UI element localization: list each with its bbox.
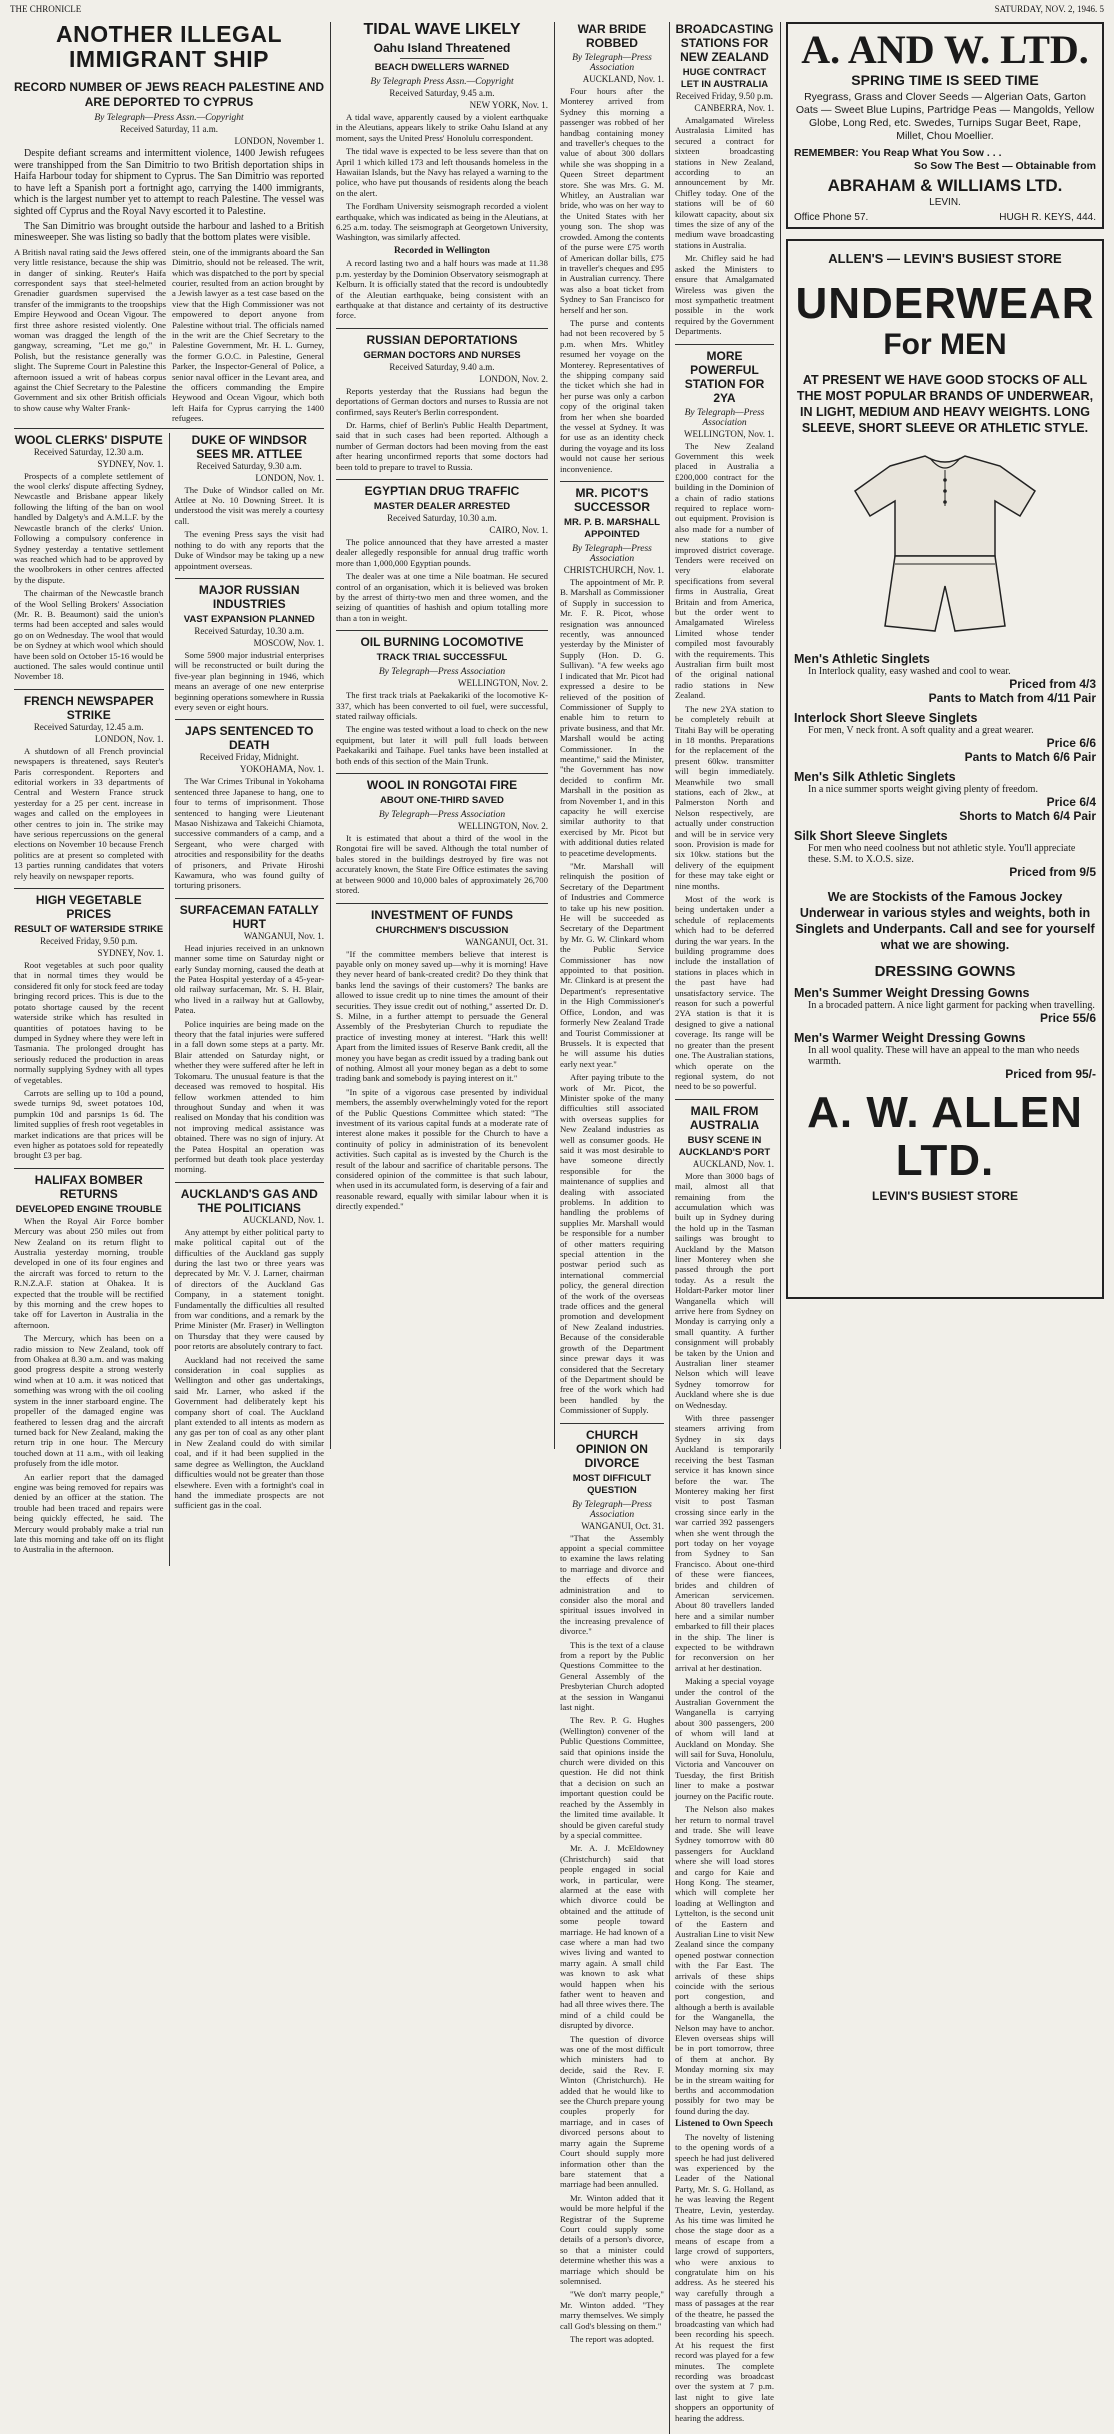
gown-title: Men's Summer Weight Dressing Gowns — [794, 986, 1030, 1000]
received-line: Received Friday, 9.50 p.m. — [675, 91, 774, 101]
article-body — [336, 833, 548, 895]
article-duke-of-windsor — [175, 433, 325, 579]
sub-columns — [560, 22, 774, 2434]
paragraph: The War Crimes Tribunal in Yokohama sentenced three Japanese to hang, one to four to terms of imprisonment. Those sentenced to hanging were Lieutenant Masao Nishizawa and Takeichi Chiamota, successive commanders of a camp, and a Sergeant, who were charged with atrocities and responsibility for the deaths of prisoners, and Private Hiroshi Kawamura, who was found guilty of torturing prisoners. — [174, 776, 324, 891]
received-line: Received Saturday, 9.45 a.m. — [389, 88, 495, 98]
paragraph: Any attempt by either political party to make political capital out of the difficulties of the Auckland gas supply during the last two or three years was deprecated by Mr. V. J. Larner, chairman of directors of the Auckland Gas Company, in a statement tonight. Fundamentally the difficulties all resulted from war conditions, and a remark by the Prime Minister (Mr. Fraser) in Wellington on Thursday that they were caused by poor retorts are absolutely contrary to fact. — [174, 1226, 324, 1352]
dateline: LONDON, Nov. 1. — [94, 733, 164, 744]
dateline: AUCKLAND, Nov. 1. — [242, 1214, 324, 1225]
headline: CHURCH OPINION ON DIVORCE — [575, 1427, 648, 1470]
dateline: AUCKLAND, Nov. 1. — [582, 74, 664, 84]
article-wool-fire — [336, 778, 548, 903]
ad-item — [794, 770, 1096, 823]
paragraph: The novelty of listening to the opening words of a speech he had just delivered was experienced by the Leader of the National Party, Mr. S. G. Holland, as he was leaving the Regent Theatre, Levin, yesterday. As his time was limited he chose the stage door as a means of escape from a large crowd of supporters, who were anxious to congratulate him on his address. As he steered his way carefully through a mass of passages at the rear of the theatre, he passed the broadcasting van which had been recording his speech. At his request the first record was played for a few minutes. The complete recording was broadcast over the system at 7 p.m. last night to give late shoppers an opportunity of hearing the address. — [674, 2131, 774, 2423]
paragraph: The Duke of Windsor called on Mr. Attlee at No. 10 Downing Street. It is understood the visit was merely a courtesy call. — [174, 484, 324, 526]
article-body — [560, 1533, 664, 2345]
paragraph: An earlier report that the damaged engine was being removed for repairs was denied by an officer at the station. The trouble had been traced and repairs were being quickly effected, he said. The Mercury would probably make a trial run late this morning and take off on its flight to Australia in the afternoon. — [14, 1471, 164, 1555]
headline: DUKE OF WINDSOR SEES MR. ATTLEE — [191, 432, 307, 461]
dateline: WANGANUI, Nov. 1. — [243, 930, 324, 941]
received-line: Received Saturday, 12.30 a.m. — [33, 446, 144, 457]
headline: HALIFAX BOMBER RETURNS — [34, 1172, 143, 1201]
article-body — [336, 537, 548, 623]
byline: By Telegraph—Press Association — [572, 544, 652, 565]
article-russian-deportations — [336, 333, 548, 480]
paragraph: Root vegetables at such poor quality that in normal times they would be considered fit only for stock feed are today bringing record prices. This is due to the potato shortage caused by the recent waterside strike which has resulted in quantities of potatoes having to be dumped in Sydney where they were left in Tasmania. The prolonged drought has seriously reduced the production in areas normally supplying Sydney with all types of vegetables. — [14, 960, 164, 1085]
article-immigrant-ship — [14, 22, 324, 429]
item-title: Interlock Short Sleeve Singlets — [794, 711, 978, 725]
ad-item — [794, 829, 1096, 879]
ad-manager: HUGH R. KEYS, 444. — [999, 212, 1096, 223]
left-column — [14, 22, 324, 1566]
dateline: NEW YORK, Nov. 1. — [469, 100, 548, 110]
paragraph: Mr. Winton added that it would be more helpful if the Registrar of the Supreme Court could supply some details of a person's divorce, so that a minister could determine whether this was a marriage which should be solemnised. — [560, 2192, 664, 2286]
dateline: WELLINGTON, Nov. 2. — [458, 678, 548, 689]
article-japs-sentenced — [175, 724, 325, 898]
article-auckland-gas — [175, 1187, 325, 1518]
headline: MAIL FROM AUSTRALIA — [689, 1103, 760, 1132]
paragraph: The evening Press says the visit had nothing to do with any reports that the Duke of Windsor may be taking up a new appointment overseas. — [174, 529, 324, 571]
sub-column-a — [14, 433, 164, 1566]
ad-item — [794, 652, 1096, 705]
dateline: YOKOHAMA, Nov. 1. — [239, 764, 324, 775]
article-body — [14, 471, 164, 682]
article-halifax-bomber — [14, 1173, 164, 1562]
paragraph: "That the Assembly appoint a special committee to examine the laws relating to marriage and divorce and the effects of their administration and to consider also the moral and spiritual issues involved in the increasing prevalence of divorce." — [560, 1532, 664, 1637]
item-price-match: Shorts to Match 6/4 Pair — [959, 809, 1096, 823]
ad-firm-name: ABRAHAM & WILLIAMS LTD. — [827, 176, 1063, 195]
subheadline: RECORD NUMBER OF JEWS REACH PALESTINE AND ARE DEPORTED TO CYPRUS — [14, 80, 324, 109]
item-price: Price 6/6 — [1046, 736, 1096, 750]
article-body — [675, 441, 774, 1092]
article-body — [175, 485, 325, 571]
article-body — [14, 746, 164, 881]
paragraph: "We don't marry people," Mr. Winton added. "They marry themselves. We simply call God's blessing on them." — [560, 2289, 664, 2331]
article-body — [175, 1227, 325, 1511]
subheadline: ABOUT ONE-THIRD SAVED — [380, 795, 504, 807]
article-church-divorce — [560, 1428, 664, 2352]
ad-title: A. AND W. LTD. — [801, 27, 1089, 72]
ad-sow-line: So Sow The Best — Obtainable from — [913, 160, 1096, 172]
headline: HIGH VEGETABLE PRICES — [35, 893, 142, 922]
subheadline: MOST DIFFICULT QUESTION — [572, 1472, 652, 1496]
ad-jockey-text: We are Stockists of the Famous Jockey Underwear in various styles and weights, both in Singlets and Underpants. Call and see for yourself what we are showing. — [795, 890, 1095, 952]
byline: By Telegraph—Press Association — [572, 53, 652, 73]
masthead — [10, 4, 1104, 18]
headline: WOOL CLERKS' DISPUTE — [14, 432, 163, 447]
received-line: Received Saturday, 11 a.m. — [119, 124, 219, 134]
paragraph: The appointment of Mr. P. B. Marshall as Commissioner of Supply in succession to Mr. F. R. Picot, whose resignation was announced recently, was announced yesterday by the Minister of Supply (Hon. D. G. Sullivan). "A few weeks ago I indicated that Mr. Picot had expressed a desire to be relieved of the position of Commissioner of Supply to enable him to return to private business, and that Mr. Marshall would be acting Commissioner. In the meantime," said the Minister, "the Government has now decided to confirm Mr. Marshall in the position as from November 1, and in this capacity he will exercise similar authority to that exercised by Mr. Picot but with additional duties related to peacetime developments. — [560, 577, 664, 858]
article-war-bride — [560, 22, 664, 482]
column-rule — [554, 22, 555, 1449]
sub-columns — [14, 433, 324, 1566]
article-picot-successor — [560, 486, 664, 1424]
article-body — [336, 386, 548, 472]
item-description: In Interlock quality, easy washed and cool to wear. — [808, 666, 1011, 677]
item-description: For men who need coolness but not athletic style. You'll appreciate these. S.M. to X.O.S. size. — [808, 843, 1076, 865]
paragraph: The New Zealand Government this week placed in Australia a £200,000 contract for the building in the Dominion of a chain of radio stations required to replace worn-out equipment. Provision is also made for a number of new stations to give improved district coverage. Tenders were received on very elaborate specifications from several firms in Australia, Great Britain and from America, but the order went to Amalgamated Wireless Limited whose tender compiled most favourably with the requirements. This Australian firm built most of the original national radio stations in New Zealand. — [674, 440, 774, 701]
two-column-body — [14, 247, 324, 424]
article-broadcasting — [675, 22, 774, 345]
byline: By Telegraph—Press Association — [572, 1499, 652, 1520]
headline: WOOL IN RONGOTAI FIRE — [366, 778, 518, 793]
item-title: Men's Silk Athletic Singlets — [794, 770, 956, 784]
paragraph: stein, one of the immigrants aboard the San Dimitrio, should not be released. The writ, which was dispatched to the port by special courier, resulted from an action brought by a Jewish lawyer as a test case based on the view that the High Commissioner was not empowered to deport anyone from Palestine without trial. The officials named in the writ are the Chief Secretary to the Palestine Government, Mr. H. L. Gurney, the former G.O.C. in Palestine, General Parker, the Inspector-General of Police, a senior naval officer in the Levant area, and the officers commanding the Empire Heywood and Ocean Vigour, which both left Haifa for Cyprus carrying the 1400 refugees. — [172, 246, 324, 424]
gown-price: Price 55/6 — [1039, 1011, 1096, 1025]
headline: INVESTMENT OF FUNDS — [370, 907, 513, 922]
paragraph: Mr. Chifley said he had asked the Ministers to ensure that Amalgamated Wireless was given the most sympathetic treatment possible in the work required by the Government Departments. — [674, 253, 774, 337]
paragraph: Most of the work is being undertaken under a schedule of replacements which had to be deferred during the war years. In the building programme does include the installation of stations in places which in the past have had unsatisfactory service. The reason for such a powerful 2YA station is that it is designed to give a national coverage. Its range will be no greater than the present one. The Australian stations, which operate on the regional system, do not need to be so powerful. — [674, 894, 774, 1092]
dateline: SYDNEY, Nov. 1. — [97, 458, 164, 469]
byline: By Telegraph Press Assn.—Copyright — [370, 77, 514, 87]
ad-for-men: For MEN — [883, 328, 1007, 361]
paragraph: The Mercury, which has been on a radio mission to New Zealand, took off from Ohakea at 8.30 a.m. and was making good progress despite a strong westerly wind when at 10 a.m. it was noticed that something was wrong with the oil cooling system in the inner starboard engine. The propeller of the damaged engine was feathered to lessen drag and the aircraft turned back for New Zealand, making the return trip in one hour. The Mercury touched down at 11 a.m., with oil leaking profusely from the idle motor. — [14, 1333, 164, 1469]
article-body — [14, 1216, 164, 1555]
gown-title: Men's Warmer Weight Dressing Gowns — [794, 1031, 1026, 1045]
ad-gown-item — [794, 986, 1096, 1025]
dateline: SYDNEY, Nov. 1. — [97, 948, 164, 959]
sub-column-a — [560, 22, 664, 2434]
paragraph: Amalgamated Wireless Australasia Limited has secured a contract for sixteen broadcasting stations in New Zealand, according to an announcement by Mr. Chifley today. One of the stations will be of 60 kilowatt capacity, about six times the size of any of the medium wave broadcasting stations in Australia. — [674, 115, 774, 250]
byline: By Telegraph—Press Assn.—Copyright — [94, 113, 244, 123]
article-egyptian-drug — [336, 484, 548, 631]
article-mail-australia — [675, 1104, 774, 2430]
paragraph: Four hours after the Monterey arrived from Sydney this morning a passenger was robbed of her handbag containing money and traveller's cheques to the value of about 300 dollars while she was shopping in a Queen Street department store. She was Mrs. G. M. Whitley, an Australian war bride, who was on her way to the United States with her young son. The shop was crowded. Among the contents of the purse were £75 worth of American dollar bills, £75 in traveller's cheques and £95 in Australian currency. There was also a boat ticket from Sydney to San Francisco for herself and her son. — [560, 86, 664, 315]
headline: BROADCASTING STATIONS FOR NEW ZEALAND — [675, 22, 774, 64]
paragraph: Mr. A. J. McEldowney (Christchurch) said that people engaged in social work, in particular, were alarmed at the ease with which divorce could be obtained and the attitude of some people toward marriage. He had known of a case where a man had two wives living and wanted to marry again. A small child was known to ask what would happen when his father went to heaven and had all three wives there. The mind of a child could be disrupted by divorce. — [560, 1843, 664, 2031]
paragraph: The police announced that they have arrested a master dealer allegedly responsible for annual drug traffic worth more than 1,000,000 Egyptian pounds. — [336, 536, 548, 568]
subheadline: GERMAN DOCTORS AND NURSES — [363, 349, 521, 361]
paragraph: Carrots are selling up to 10d a pound, swede turnips 9d, sweet potatoes 10d, pumpkin 10d and parsnips 1s 6d. The limited supplies of fresh root vegetables in market indications are that prices will be even higher as potatoes sold for repeatedly brought £3 per bag. — [14, 1087, 164, 1161]
received-line: Received Saturday, 10.30 a.m. — [194, 625, 305, 636]
headline: ANOTHER ILLEGAL IMMIGRANT SHIP — [56, 22, 282, 72]
section-subhead: Recorded in Wellington — [394, 245, 490, 256]
item-title: Men's Athletic Singlets — [794, 652, 930, 666]
paragraph: Making a special voyage under the control of the Australian Government the Wanganella is carrying about 300 passengers, 200 of whom will land at Auckland on Monday. She will sail for Suva, Honolulu, Victoria and Vancouver on Tuesday, the first British liner to make a postwar journey on the Pacific route. — [674, 1676, 774, 1801]
article-russian-industries — [175, 583, 325, 720]
headline: MR. PICOT'S SUCCESSOR — [573, 486, 650, 515]
article-french-strike — [14, 694, 164, 889]
item-price-match: Pants to Match 6/6 Pair — [964, 750, 1096, 764]
paragraph: The Rev. P. G. Hughes (Wellington) convener of the Public Questions Committee, said that opinions inside the church were divided on this question. He did not think that a decision on such an important question could be reached by the Assembly in the limited time available. It should be given careful study by a special committee. — [560, 1715, 664, 1840]
article-wool-clerks — [14, 433, 164, 690]
paragraph: It is estimated that about a third of the wool in the Rongotai fire will be saved. Although the total number of bales stored in the buildings destroyed by fire was not accurately known, the State Fire Office estimates the saving at between 9000 and 10,000 bales of approximately 26,700 stored. — [336, 833, 548, 896]
paragraph: After paying tribute to the work of Mr. Picot, the Minister spoke of the many difficulties still associated with overseas supplies for New Zealand industries as well as consumer goods. He said it was most desirable to have someone directly responsible for the maintenance of supplies and dealing with associated problems. In addition to handling the problems of supplies Mr. Marshall would be responsible for a number of other matters requiring special attention in the postwar period such as international commercial policy, the general direction of the work of the overseas trade offices and the general promotion and development of New Zealand industries. Because of the considerable growth of the Department since prewar days it was considered that the Secretary of the Department should be free of the work which had been handled by the Commissioner of Supply. — [560, 1072, 664, 1416]
received-line: Received Saturday, 12.45 a.m. — [33, 721, 144, 732]
headline: FRENCH NEWSPAPER STRIKE — [23, 693, 154, 722]
item-price: Priced from 9/5 — [1009, 865, 1096, 879]
subheadline: TRACK TRIAL SUCCESSFUL — [376, 652, 508, 664]
underwear-illustration — [830, 446, 1060, 646]
headline: SURFACEMAN FATALLY HURT — [179, 902, 319, 931]
paragraph: "If the committee members believe that interest is payable only on money saved up—why it is morning! Have they never heard of bank-created credit? Do they think that banks lend the savings of their customers? The banks are allowed to issue credit up to nine times the amount of their securities. They issue credit out of nothing," asserted Dr. D. S. Milne, in a further attempt to persuade the General Assembly of the Presbyterian Church to repudiate the practice of investing money at interest. "Hark this well! Apart from the limited issues of Reserve Bank credit, all the money you have began as credit issued by a trading bank out of nothing. Almost all your money began as a debt to some trading bank and somebody is paying interest on it." — [336, 948, 548, 1084]
paragraph: The tidal wave is expected to be less severe than that on April 1 which killed 173 and left thousands homeless in the Hawaiian Islands, but the Navy has relayed a warning to the police, who have put thousands of residents along the beach on the alert. — [336, 146, 548, 198]
paragraph: The Nelson also makes her return to normal travel and trade. She will leave Sydney tomorrow with 80 passengers for Auckland where she will load stores and cargo for Kaie and Hong Kong. The steamer, which will complete her loading at Wellington and Lyttelton, is the second unit of the Eastern and Australian Line to visit New Zealand since the company opened postwar connection with the Far East. The arrivals of these ships coincide with the serious port congestion, and although a berth is available for the Wanganella, the Nelson may have to anchor. Eleven overseas ships will be in port tomorrow, three of them at anchor. By Monday morning six may be in the stream waiting for berths and accommodation possibly for two may be found during the day. — [674, 1804, 774, 2116]
article-surfaceman — [175, 903, 325, 1183]
paragraph: A British naval rating said the Jews offered very little resistance, because the ship was in danger of sinking. Reuter's Haifa correspondent says that steel-helmeted Grenadier guardsmen supervised the transfer of the immigrants to the troopships Empire Heywood and Ocean Vigour. The first three ashore resisted violently. One woman was dragged the length of the gangway, screaming, "Let me go," in Polish, but the resistance generally was slight. The Supreme Court in Palestine this afternoon issued a writ of habeas corpus against the Chief Secretary to the Palestine Government and six other British officials to show cause why Walter Frank- — [14, 246, 166, 413]
subheadline: BUSY SCENE IN AUCKLAND'S PORT — [678, 1134, 771, 1158]
dateline: CHRISTCHURCH, Nov. 1. — [563, 565, 664, 576]
paragraph: The Fordham University seismograph recorded a violent earthquake, which was indicated as being in the Aleutians, at 6.25 a.m. today. The seismograph at Georgetown University, Washington, was similarly affected. — [336, 201, 548, 243]
paragraph: The dealer was at one time a Nile boatman. He secured control of an organisation, which it is believed was broken by the arrest of thirty-two men and three women, and the seizing of quantities of hashish and opium totalling more than a ton in weight. — [336, 571, 548, 623]
ad-product-list — [794, 652, 1096, 879]
article-body — [675, 115, 774, 337]
column-rule — [780, 22, 781, 1449]
dateline: WANGANUI, Oct. 31. — [465, 936, 548, 947]
dateline: CAIRO, Nov. 1. — [489, 524, 548, 535]
subheadline: BEACH DWELLERS WARNED — [374, 62, 510, 73]
article-2ya-station — [675, 349, 774, 1100]
paragraph: Some 5900 major industrial enterprises will be reconstructed or built during the five-year plan beginning in 1946, which means an average of one new enterprise beginning operations somewhere in Russia every seven or eight hours. — [174, 649, 324, 712]
dateline: WANGANUI, Oct. 31. — [581, 1520, 664, 1531]
paragraph: With three passenger steamers arriving from Sydney in six days Auckland is temporarily receiving the best Tasman service it has known since before the war. The Monterey making her first visit to post Tasman crossing since early in the war carried 392 passengers when she went through the port today on her voyage from Sydney to San Francisco. About one-third of these were fiancees, brides and children of American servicemen. About 80 travellers landed here and a similar number embarked to fill their places in the ship. The liner is expected to be withdrawn for reconversion on her arrival at her destination. — [674, 1413, 774, 1673]
article-body — [560, 86, 664, 474]
paragraph: "Mr. Marshall will relinquish the position of Secretary of the Department of Industries and Commerce to take up his new position. He will be succeeded as Secretary of the Department by Mr. G. W. Clinkard whom the Public Service Commissioner has now appointed to that position. Mr. Clinkard is at present the Department's representative in the High Commissioner's Office, London, and was formerly New Zealand Trade and Tourist Commissioner at Brussels. It is expected that he will assume his duties early next year." — [560, 861, 664, 1069]
headline: MORE POWERFUL STATION FOR 2YA — [684, 348, 765, 405]
headline: OIL BURNING LOCOMOTIVE — [360, 635, 524, 650]
item-price: Price 6/4 — [1046, 795, 1096, 809]
ad-product-list: Ryegrass, Grass and Clover Seeds — Algerian Oats, Garton Oats — Sweet Blue Lupins, Partridge Peas — Mangolds, Yellow Globe, Long Red, etc. Swedes, Turnips Sugar Beet, Rape, Millet, Chou Moellier. — [795, 91, 1095, 142]
column-three — [560, 22, 774, 2434]
received-line: Received Saturday, 9.30 a.m. — [196, 460, 302, 471]
ad-store-header: ALLEN'S — LEVIN'S BUSIEST STORE — [828, 251, 1062, 266]
ad-gown-item — [794, 1031, 1096, 1081]
ad-gowns-header: DRESSING GOWNS — [874, 963, 1016, 980]
paragraph: Auckland had not received the same consideration in coal supplies as Wellington and other gas undertakings, said Mr. Larner, who asked if the Government had deliberately kept his company short of coal. The Auckland plant extended to all intents as modern as any gas per ton of coal as any other plant in New Zealand could do with similar coal, and if it had been supplied in the same degree as Wellington, the Auckland difficulties would not be greater than those elsewhere. Even with a fortnight's coal in hand the immediate prospects are not sufficient gas in the coal. — [174, 1354, 324, 1511]
paragraph: The engine was tested without a load to check on the new equipment, but later it will pull full loads between Paekakariki and Taihape. Fuel tanks have been installed at both ends of this section of the Main Trunk. — [336, 724, 548, 766]
byline: By Telegraph—Press Association — [684, 407, 765, 428]
ad-brand: A. W. ALLEN LTD. — [807, 1088, 1083, 1185]
article-body — [14, 960, 164, 1161]
paragraph: A record lasting two and a half hours was made at 11.38 p.m. yesterday by the Dominion Observatory seismograph at Kelburn. It is officially stated that the record is undoubtedly of the Aleutian earthquake, being consistent with an earthquake at that distance and certainty of its destructive force. — [336, 258, 548, 321]
paragraph: When the Royal Air Force bomber Mercury was about 250 miles out from New Zealand on its return flight to Australia yesterday morning, trouble developed in one of its four engines and the aircraft was forced to return to the R.N.Z.A.F. station at Ohakea. It is expected that the trouble will be rectified by this morning and the crew hopes to take off for Laverton in Australia in the afternoon. — [14, 1215, 164, 1330]
received-line: Received Saturday, 9.40 a.m. — [389, 361, 495, 372]
ad-abraham-williams — [786, 22, 1104, 229]
subheadline: HUGE CONTRACT LET IN AUSTRALIA — [680, 67, 769, 90]
paragraph: The question of divorce was one of the most difficult which ministers had to decide, said the Rev. F. Winton (Christchurch). He added that he would like to see the Church prepare young couples properly for marriage, and in cases of divorced persons about to marry again the Supreme Court should supply more information other than the bare statement that a marriage had been annulled. — [560, 2033, 664, 2190]
subheadline: Oahu Island Threatened — [373, 41, 511, 55]
article-tidal-wave — [336, 22, 548, 329]
article-body — [560, 577, 664, 1416]
headline: MAJOR RUSSIAN INDUSTRIES — [198, 582, 300, 611]
received-line: Received Friday, 9.50 p.m. — [40, 936, 138, 947]
subheadline: DEVELOPED ENGINE TROUBLE — [15, 1203, 162, 1215]
received-line: Received Saturday, 10.30 a.m. — [387, 512, 497, 523]
item-description: In a nice summer sports weight giving plenty of freedom. — [808, 784, 1038, 795]
received-line: Received Friday, Midnight. — [199, 752, 299, 763]
paragraph: The report was adopted. — [570, 2334, 654, 2344]
ad-stock-text: AT PRESENT WE HAVE GOOD STOCKS OF ALL THE MOST POPULAR BRANDS OF UNDERWEAR, IN LIGHT, MEDIUM AND HEAVY WEIGHTS. LONG SLEEVE, SHORT SLEEVE OR ATHLETIC STYLE. — [796, 373, 1094, 435]
dateline: WELLINGTON, Nov. 1. — [684, 428, 774, 439]
paragraph: Reports yesterday that the Russians had begun the deportations of German doctors and nurses to Russia are not confirmed, says Reuter's Berlin correspondent. — [336, 385, 548, 417]
divider — [400, 58, 485, 59]
item-price-match: Pants to Match from 4/11 Pair — [928, 691, 1096, 705]
sub-column-b — [669, 22, 774, 2434]
sub-column-b — [169, 433, 325, 1566]
dateline: LONDON, Nov. 2. — [479, 373, 548, 384]
ad-item — [794, 711, 1096, 764]
subheadline: MASTER DEALER ARRESTED — [373, 500, 511, 512]
paragraph: Dr. Harms, chief of Berlin's Public Health Department, said that in such cases had been reported. Although a number of German doctors had been moving from the east after hearing unconfirmed reports that some doctors had been told to prepare to travel to Russia. — [336, 419, 548, 472]
headline: EGYPTIAN DRUG TRAFFIC — [364, 483, 520, 498]
article-body — [175, 650, 325, 712]
item-description: For men, V neck front. A soft quality and a great wearer. — [808, 725, 1034, 736]
article-locomotive — [336, 635, 548, 774]
dateline: LONDON, November 1. — [234, 136, 324, 146]
byline: By Telegraph—Press Association — [378, 810, 506, 821]
subheadline: VAST EXPANSION PLANNED — [183, 613, 315, 625]
paper-name: THE CHRONICLE — [10, 4, 82, 14]
article-body — [675, 1171, 774, 2423]
paragraph: More than 3000 bags of mail, almost all that remaining from the accumulation which was built up in Sydney during the hold up in the Tasman sailings was brought to Auckland by the Matson liner Monterey when she passed through the port today. As a result the Holdart-Parker motor liner Wanganella which will arrive here from Sydney on Monday is carrying only a small quantity. A further consignment will probably be taken by the Union and Australian liner steamer Nelson which will leave Sydney tomorrow for Auckland where she is due on Wednesday. — [674, 1170, 774, 1410]
column-two — [336, 22, 548, 1223]
subheadline: MR. P. B. MARSHALL APPOINTED — [564, 517, 660, 541]
article-body — [14, 148, 324, 244]
paragraph: Head injuries received in an unknown manner some time on Saturday night or early Sunday morning, caused the death at the Patea Hospital yesterday of a 45-year-old railway surfaceman, Mr. S. H. Blair, who lived in a railway hut at Gallowby, Patea. — [174, 942, 324, 1016]
dateline: MOSCOW, Nov. 1. — [253, 637, 324, 648]
byline: By Telegraph—Press Association — [378, 667, 506, 678]
ad-town: LEVIN. — [929, 197, 961, 208]
article-body — [336, 949, 548, 1212]
dateline: LONDON, Nov. 1. — [255, 472, 324, 483]
paragraph: Despite defiant screams and intermittent violence, 1400 Jewish refugees were transhipped from the San Dimitrio to two British deportation ships in Haifa Harbour today for shipment to Cyprus. The San Dimitrio was reported to have left a Spanish port a fortnight ago, carrying the 1400 immigrants, which is the largest number yet to attempt to reach Palestine. The vessel was sighted off Cyprus and the Royal Navy escorted it to Palestine. — [14, 148, 324, 217]
ad-tagline: SPRING TIME IS SEED TIME — [851, 72, 1039, 88]
dateline: AUCKLAND, Nov. 1. — [692, 1158, 774, 1169]
article-body — [336, 690, 548, 766]
ad-footer: LEVIN'S BUSIEST STORE — [872, 1189, 1018, 1203]
article-body — [336, 112, 548, 321]
paragraph: The purse and contents had not been recovered by 5 p.m. when Mrs. Whitley resumed her voyage on the Monterey. Representatives of the shipping company said the ticket which she had in her purse was only a carbon copy of the original taken from her when she boarded the vessel at Sydney. It was for use as an identity check during the voyage and its loss would not cause her serious inconvenience. — [560, 317, 664, 474]
paragraph: This is the text of a clause from a report by the Public Questions Committee to the General Assembly of the Presbyterian Church adopted at the session in Wanganui last night. — [560, 1639, 664, 1713]
column-rule — [330, 22, 331, 1449]
paragraph: "In spite of a vigorous case presented by individual members, the assembly overwhelmingly voted for the report of the Public Questions Committee which stated: "The investment of its various capital funds at a moderate rate of interest alone makes it possible for the Church to have a continuity of policy in administration of its benevolent activities. Such capital as is invested by the Church is the result of the labour and sacrifice of charitable persons. The considered opinion of the committee is that such labour, when used in its accumulated form, is deserving of a fair and reasonable reward, equally with similar labour when it is directly expended." — [336, 1086, 548, 1212]
article-vegetable-prices — [14, 893, 164, 1169]
ad-underwear-title: UNDERWEAR — [795, 279, 1095, 328]
item-price: Priced from 4/3 — [1009, 677, 1096, 691]
ad-contact-line — [794, 212, 1096, 223]
paragraph: Police inquiries are being made on the theory that the fatal injuries were suffered in a fall down some steps at a party. Mr. Blair attended on Saturday night, or whether they were suffered after he left in Tokomaru. The unusual feature is that the deceased was removed to hospital. His fellow workmen attended to him throughout Sunday and when it was realised on Monday that his condition was not improving medical assistance was obtained. There was no sign of injury. At the Patea Hospital an operation was performed but death took place yesterday morning. — [174, 1018, 324, 1175]
subheadline: CHURCHMEN'S DISCUSSION — [375, 924, 509, 936]
headline: AUCKLAND'S GAS AND THE POLITICIANS — [180, 1186, 318, 1215]
ads-column — [786, 22, 1104, 1449]
subheadline: RESULT OF WATERSIDE STRIKE — [14, 924, 164, 936]
ad-remember: REMEMBER: You Reap What You Sow . . . — [794, 147, 1002, 159]
article-body — [175, 776, 325, 890]
dateline: WELLINGTON, Nov. 2. — [458, 821, 548, 832]
item-title: Silk Short Sleeve Singlets — [794, 829, 948, 843]
gown-description: In a brocaded pattern. A nice light garment for packing when travelling. — [808, 1000, 1095, 1011]
headline: RUSSIAN DEPORTATIONS — [366, 332, 518, 347]
ad-phone: Office Phone 57. — [794, 212, 869, 223]
paragraph: The new 2YA station to be completely rebuilt at Titahi Bay will be operating in 18 months. Preparations for the replacement of the present 60kw. transmitter will begin immediately. Meanwhile two small stations, each of 2kw., at Palmerston North and Nelson respectively, are actually under construction and will be in service very soon. Provision is made for six 10kw. stations but the delivery of the equipment for these may take eight or nine months. — [674, 703, 774, 891]
paragraph: The San Dimitrio was brought outside the harbour and lashed to a British minesweeper. She was listing so badly that the bottom plates were visible. — [14, 220, 324, 244]
paragraph: A shutdown of all French provincial newspapers is threatened, says Reuter's Paris correspondent. Reporters and editorial workers in 33 departments of Central and Western France struck yesterday for a 25 per cent. increase in wages and called on the employees in other centres to join in. The strike may have serious repercussions on the general elections on November 10 because French politics are at present so completed with 13 parties running candidates that voters rely heavily on newspaper reports. — [14, 745, 164, 881]
paragraph: Prospects of a complete settlement of the wool clerks' dispute affecting Sydney, Newcastle and Brisbane appear likely following the lifting of the ban on wool handled by Dalgety's and A.M.L.F. by the Newcastle branch of the clerks' Union. Following a compulsory conference in Sydney yesterday a tentative settlement was reached which had to be approved by the woolbrokers in other centres affected by the dispute. — [14, 470, 164, 585]
paragraph: The first track trials at Paekakariki of the locomotive K-337, which has been converted to oil fuel, were successful, stated railway officials. — [336, 690, 548, 722]
ad-gown-list — [794, 986, 1096, 1081]
dateline: CANBERRA, Nov. 1. — [694, 103, 774, 113]
gown-price: Priced from 95/- — [1005, 1067, 1096, 1081]
article-body — [175, 943, 325, 1175]
headline: WAR BRIDE ROBBED — [577, 22, 647, 50]
gown-description: In all wool quality. These will have an appeal to the man who needs warmth. — [808, 1045, 1080, 1067]
section-subhead: Listened to Own Speech — [674, 2119, 773, 2130]
date-page: SATURDAY, NOV. 2, 1946. 5 — [994, 4, 1104, 14]
paragraph: The chairman of the Newcastle branch of the Wool Selling Brokers' Association (Mr. R. B. Beaumont) said the union's terms had been accepted and sales would go on on Wednesday. The wool that would be on Sydney at which wool which should have been sold on October 15-16 would be auctioned. The sales would continue until November 18. — [14, 588, 164, 682]
ad-allens-underwear — [786, 239, 1104, 1299]
paragraph: A tidal wave, apparently caused by a violent earthquake in the Aleutians, appears likely to strike Oahu Island at any moment, says the United Press' Honolulu correspondent. — [336, 112, 548, 143]
headline: JAPS SENTENCED TO DEATH — [185, 724, 314, 753]
headline: TIDAL WAVE LIKELY — [363, 22, 521, 38]
article-investment — [336, 908, 548, 1219]
